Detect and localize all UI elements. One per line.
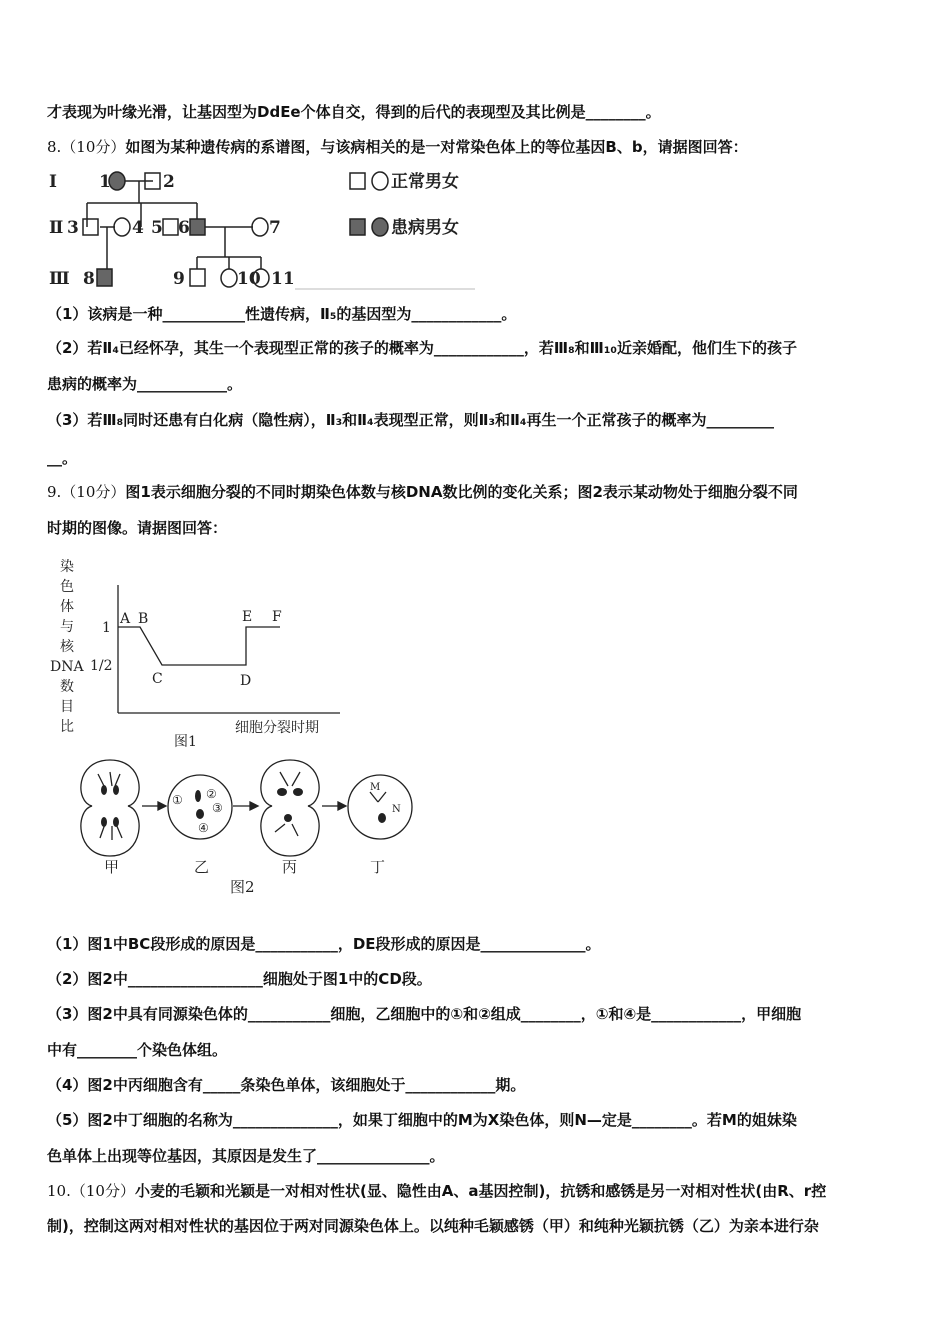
individual-number: 3: [67, 218, 79, 238]
cell-bing: [261, 760, 319, 856]
text-line: 患病的概率为____________。: [47, 375, 243, 393]
question-text: 如图为某种遗传病的系谱图，与该病相关的是一对常染色体上的等位基因B、b，请据图回答：: [125, 138, 748, 156]
cell-label: 甲: [104, 858, 120, 876]
ratio-line: [118, 627, 280, 665]
individual-number: 7: [269, 218, 281, 238]
text-line: __。: [47, 449, 78, 467]
text-line: （3）图2中具有同源染色体的___________细胞，乙细胞中的①和②组成________，①和④是____________，甲细胞: [47, 1005, 802, 1023]
chromosome-label: ①: [172, 793, 183, 807]
y-tick-label: 1: [102, 620, 111, 636]
ylabel-char: 核: [60, 639, 74, 655]
cell-label: 乙: [194, 858, 210, 876]
text-line: （1）图1中BC段形成的原因是___________，DE段形成的原因是______________。: [47, 935, 601, 953]
individual-number: 10: [237, 269, 261, 289]
figure-2-cells: [70, 752, 430, 902]
ylabel-char: DNA: [50, 659, 84, 675]
text-line: （3）若Ⅲ₈同时还患有白化病（隐性病），Ⅱ₃和Ⅱ₄表现型正常，则Ⅱ₃和Ⅱ₄再生一个正常孩子的概率为_________: [47, 411, 774, 429]
legend-normal: 正常男女: [391, 172, 459, 192]
figure-caption: 图2: [230, 878, 255, 896]
question-number: 9.（10分）: [47, 483, 126, 501]
text-line: 中有________个染色体组。: [47, 1041, 228, 1059]
text-line: 色单体上出现等位基因，其原因是发生了_______________。: [47, 1147, 445, 1165]
ylabel-char: 色: [60, 579, 74, 595]
x-axis-label: 细胞分裂时期: [235, 720, 319, 736]
text-line: 制)，控制这两对相对性状的基因位于两对同源染色体上。以纯种毛颖感锈（甲）和纯种光颖抗锈（乙）为亲本进行杂: [47, 1217, 819, 1235]
ylabel-char: 染: [60, 559, 74, 575]
ylabel-char: 数: [60, 679, 74, 695]
individual-number: 4: [132, 218, 144, 238]
individual-number: 6: [178, 218, 190, 238]
chromosome-label: ③: [212, 801, 223, 815]
text-line: （1）该病是一种___________性遗传病，Ⅱ₅的基因型为____________。: [47, 305, 517, 323]
ylabel-char: 目: [60, 699, 74, 715]
y-axis-label: [50, 558, 84, 735]
individual-number: 2: [163, 172, 175, 192]
figure-1-chart: [50, 555, 360, 750]
chromosome-label: M: [370, 782, 381, 793]
y-tick-label: 1/2: [90, 658, 113, 674]
text-line: （4）图2中丙细胞含有_____条染色单体，该细胞处于____________期。: [47, 1076, 526, 1094]
text-line: （2）图2中__________________细胞处于图1中的CD段。: [47, 970, 432, 988]
point-label: D: [240, 673, 252, 689]
pedigree-chart: [45, 165, 485, 295]
generation-label: Ⅱ: [49, 218, 64, 238]
cell-label: 丁: [370, 858, 386, 876]
text-line: （2）若Ⅱ₄已经怀孕，其生一个表现型正常的孩子的概率为____________，若Ⅲ₈和Ⅲ₁₀近亲婚配，他们生下的孩子: [47, 339, 797, 357]
question-number: 10.（10分）: [47, 1182, 135, 1200]
individual-number: 11: [271, 269, 295, 289]
individual-number: 8: [83, 269, 95, 289]
point-label: F: [272, 609, 282, 625]
individual-number: 1: [99, 172, 111, 192]
ylabel-char: 与: [60, 619, 74, 635]
point-label: C: [152, 671, 163, 687]
individual-number: 5: [151, 218, 163, 238]
generation-label: Ⅰ: [49, 172, 57, 192]
point-label: E: [242, 609, 253, 625]
ylabel-char: 比: [60, 719, 74, 735]
cell-label: 丙: [282, 858, 298, 876]
ylabel-char: 体: [60, 599, 74, 615]
figure-caption: 图1: [174, 734, 197, 750]
text-line: （5）图2中丁细胞的名称为______________，如果丁细胞中的M为X染色体，则N—定是________。若M的姐妹染: [47, 1111, 797, 1129]
question-text: 小麦的毛颖和光颖是一对相对性状(显、隐性由A、a基因控制)，抗锈和感锈是另一对相对性状(由R、r控: [134, 1182, 827, 1200]
chromosome-label: N: [392, 804, 401, 815]
question-text: 图1表示细胞分裂的不同时期染色体数与核DNA数比例的变化关系；图2表示某动物处于细胞分裂不同: [125, 483, 798, 501]
question-9: [47, 482, 798, 502]
question-number: 8.（10分）: [47, 138, 126, 156]
individual-number: 9: [173, 269, 185, 289]
point-label: B: [138, 611, 149, 627]
question-10: [47, 1181, 826, 1201]
text-line: 时期的图像。请据图回答：: [47, 519, 228, 537]
text-line: 才表现为叶缘光滑，让基因型为DdEe个体自交，得到的后代的表现型及其比例是________。: [47, 103, 661, 121]
chromosome-label: ④: [198, 821, 209, 835]
legend-affected: 患病男女: [391, 218, 459, 238]
question-8: [47, 137, 748, 157]
point-label: A: [120, 611, 131, 627]
generation-label: Ⅲ: [49, 269, 70, 289]
chromosome-label: ②: [206, 787, 217, 801]
